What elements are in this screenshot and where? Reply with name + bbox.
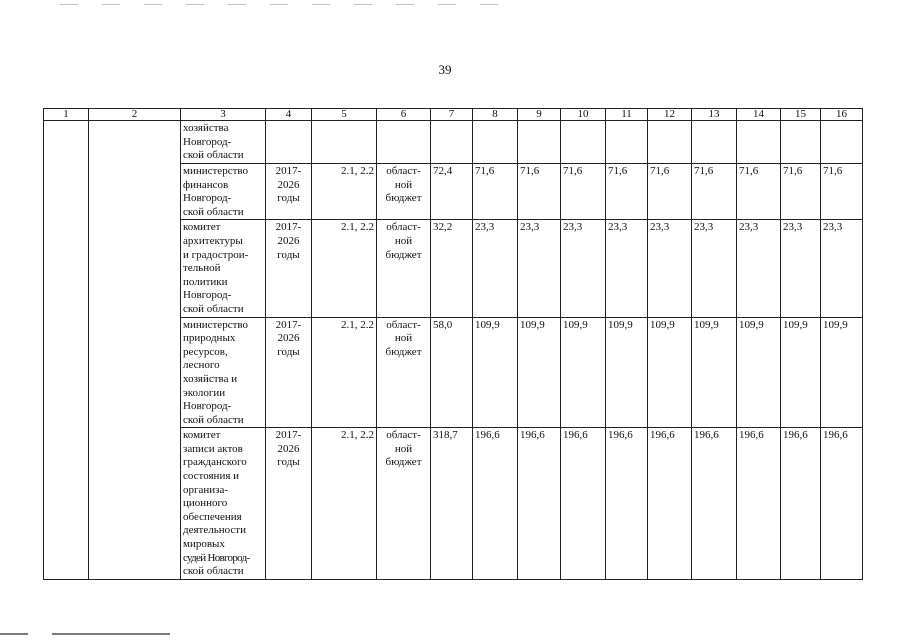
value-cell — [781, 121, 821, 164]
value-cell: 23,3 — [561, 220, 606, 317]
value-cell: 196,6 — [606, 428, 648, 580]
scan-artifact-top — [60, 4, 500, 5]
cell-line: Новгород- — [183, 400, 232, 413]
value-cell: 109,9 — [781, 317, 821, 428]
value-cell: 71,6 — [648, 164, 692, 220]
period-cell — [266, 317, 312, 428]
value-cell — [473, 121, 518, 164]
cell-line: област- — [386, 221, 421, 234]
cell-line: бюджет — [385, 192, 422, 205]
value-cell — [737, 121, 781, 164]
cell-line: 2026 — [277, 442, 300, 455]
cell-line: годы — [277, 192, 300, 205]
value-cell: 71,6 — [606, 164, 648, 220]
executor-cell — [181, 220, 266, 317]
cell-line: ской области — [183, 565, 244, 578]
cell-line: 2026 — [277, 332, 300, 345]
column-header: 7 — [431, 109, 473, 121]
value-cell: 109,9 — [518, 317, 561, 428]
cell-line: мировых — [183, 538, 225, 551]
cell-line: ресурсов, — [183, 345, 228, 358]
cell-line: министерство — [183, 165, 249, 177]
cell-col2 — [89, 121, 181, 580]
value-cell: 196,6 — [781, 428, 821, 580]
cell-line: ской области — [183, 149, 244, 162]
value-cell: 109,9 — [737, 317, 781, 428]
value-cell: 23,3 — [781, 220, 821, 317]
cell-line: 2026 — [277, 178, 300, 191]
executor-cell — [181, 428, 266, 580]
value-cell: 72,4 — [431, 164, 473, 220]
header-row — [44, 109, 863, 121]
cell-line: ной — [394, 178, 413, 191]
column-header: 9 — [518, 109, 561, 121]
target-index-cell: 2.1, 2.2 — [312, 428, 377, 580]
period-cell — [266, 220, 312, 317]
table-row — [44, 121, 863, 164]
value-cell: 196,6 — [821, 428, 863, 580]
cell-line: комитет — [183, 429, 221, 442]
value-cell: 196,6 — [561, 428, 606, 580]
cell-line: комитет — [183, 221, 221, 234]
table-body — [44, 109, 863, 580]
value-cell: 109,9 — [473, 317, 518, 428]
value-cell: 196,6 — [737, 428, 781, 580]
value-cell: 23,3 — [648, 220, 692, 317]
cell-line: состояния и — [183, 470, 240, 483]
value-cell: 23,3 — [473, 220, 518, 317]
column-header: 2 — [89, 109, 181, 121]
executor-cell — [181, 121, 266, 164]
funding-source-cell — [377, 220, 431, 317]
cell-line: организа- — [183, 483, 229, 496]
cell-line: бюджет — [385, 456, 422, 469]
value-cell: 23,3 — [518, 220, 561, 317]
value-cell — [561, 121, 606, 164]
column-header: 1 — [44, 109, 89, 121]
value-cell: 196,6 — [518, 428, 561, 580]
cell-line: годы — [277, 345, 300, 358]
funding-source-cell — [377, 164, 431, 220]
cell-line: ской области — [183, 302, 244, 315]
cell-line: архитектуры — [183, 234, 243, 247]
funding-source-cell — [377, 428, 431, 580]
column-header: 12 — [648, 109, 692, 121]
target-index-cell — [312, 121, 377, 164]
cell-line: министерство — [183, 318, 249, 331]
funding-source-cell — [377, 121, 431, 164]
value-cell: 109,9 — [821, 317, 863, 428]
value-cell: 32,2 — [431, 220, 473, 317]
cell-line: бюджет — [385, 345, 422, 358]
cell-line: природных — [183, 332, 236, 345]
cell-line: экологии — [183, 386, 226, 399]
cell-line: Новгород- — [183, 135, 232, 148]
cell-line: и градострои- — [183, 248, 249, 261]
cell-line: лесного — [183, 359, 220, 372]
cell-line: 2017- — [275, 429, 302, 442]
value-cell: 196,6 — [473, 428, 518, 580]
value-cell: 71,6 — [518, 164, 561, 220]
value-cell — [692, 121, 737, 164]
cell-line: записи актов — [183, 442, 243, 455]
cell-line: бюджет — [385, 248, 422, 261]
cell-line: годы — [277, 456, 300, 469]
column-header: 6 — [377, 109, 431, 121]
cell-line: 2017- — [275, 221, 302, 234]
value-cell — [431, 121, 473, 164]
cell-line: 2017- — [275, 165, 302, 177]
column-header: 5 — [312, 109, 377, 121]
cell-line: финансов — [183, 178, 229, 191]
value-cell: 196,6 — [692, 428, 737, 580]
target-index-cell: 2.1, 2.2 — [312, 164, 377, 220]
period-cell — [266, 164, 312, 220]
value-cell — [821, 121, 863, 164]
scan-artifact-bottom — [0, 633, 170, 635]
value-cell: 109,9 — [606, 317, 648, 428]
value-cell — [518, 121, 561, 164]
cell-line: ной — [394, 234, 413, 247]
value-cell: 318,7 — [431, 428, 473, 580]
target-index-cell: 2.1, 2.2 — [312, 220, 377, 317]
cell-line: област- — [386, 165, 421, 177]
column-header: 3 — [181, 109, 266, 121]
column-header: 4 — [266, 109, 312, 121]
value-cell: 71,6 — [561, 164, 606, 220]
value-cell: 23,3 — [737, 220, 781, 317]
value-cell — [648, 121, 692, 164]
value-cell: 23,3 — [692, 220, 737, 317]
value-cell: 71,6 — [737, 164, 781, 220]
column-header: 13 — [692, 109, 737, 121]
cell-line: тельной — [183, 262, 221, 275]
value-cell: 109,9 — [648, 317, 692, 428]
cell-line: судей Новгород- — [183, 551, 250, 564]
executor-cell — [181, 164, 266, 220]
column-header: 11 — [606, 109, 648, 121]
value-cell: 23,3 — [606, 220, 648, 317]
column-header: 10 — [561, 109, 606, 121]
cell-line: ной — [394, 442, 413, 455]
cell-line: гражданского — [183, 456, 247, 469]
page-number: 39 — [438, 62, 452, 77]
cell-line: хозяйства — [183, 122, 229, 134]
cell-line: област- — [386, 429, 421, 442]
period-cell — [266, 428, 312, 580]
cell-line: област- — [386, 318, 421, 331]
column-header: 14 — [737, 109, 781, 121]
cell-line: обеспечения — [183, 510, 242, 523]
value-cell: 23,3 — [821, 220, 863, 317]
cell-line: деятельности — [183, 524, 246, 537]
cell-line: 2017- — [275, 318, 302, 331]
value-cell: 109,9 — [692, 317, 737, 428]
cell-line: ской области — [183, 205, 244, 218]
value-cell: 58,0 — [431, 317, 473, 428]
value-cell: 71,6 — [692, 164, 737, 220]
value-cell: 71,6 — [473, 164, 518, 220]
cell-line: ционного — [183, 497, 228, 510]
cell-line: 2026 — [277, 234, 300, 247]
value-cell: 196,6 — [648, 428, 692, 580]
cell-line: Новгород- — [183, 192, 232, 205]
cell-line: хозяйства и — [183, 372, 238, 385]
executor-cell — [181, 317, 266, 428]
column-header: 8 — [473, 109, 518, 121]
value-cell: 71,6 — [781, 164, 821, 220]
cell-line: Новгород- — [183, 289, 232, 302]
column-header: 16 — [821, 109, 863, 121]
cell-col1 — [44, 121, 89, 580]
budget-table — [43, 108, 863, 580]
value-cell: 71,6 — [821, 164, 863, 220]
cell-line: ской области — [183, 413, 244, 426]
target-index-cell: 2.1, 2.2 — [312, 317, 377, 428]
cell-line: ной — [394, 332, 413, 345]
cell-line: годы — [277, 248, 300, 261]
column-header: 15 — [781, 109, 821, 121]
cell-line: политики — [183, 275, 228, 288]
funding-source-cell — [377, 317, 431, 428]
period-cell — [266, 121, 312, 164]
value-cell: 109,9 — [561, 317, 606, 428]
value-cell — [606, 121, 648, 164]
